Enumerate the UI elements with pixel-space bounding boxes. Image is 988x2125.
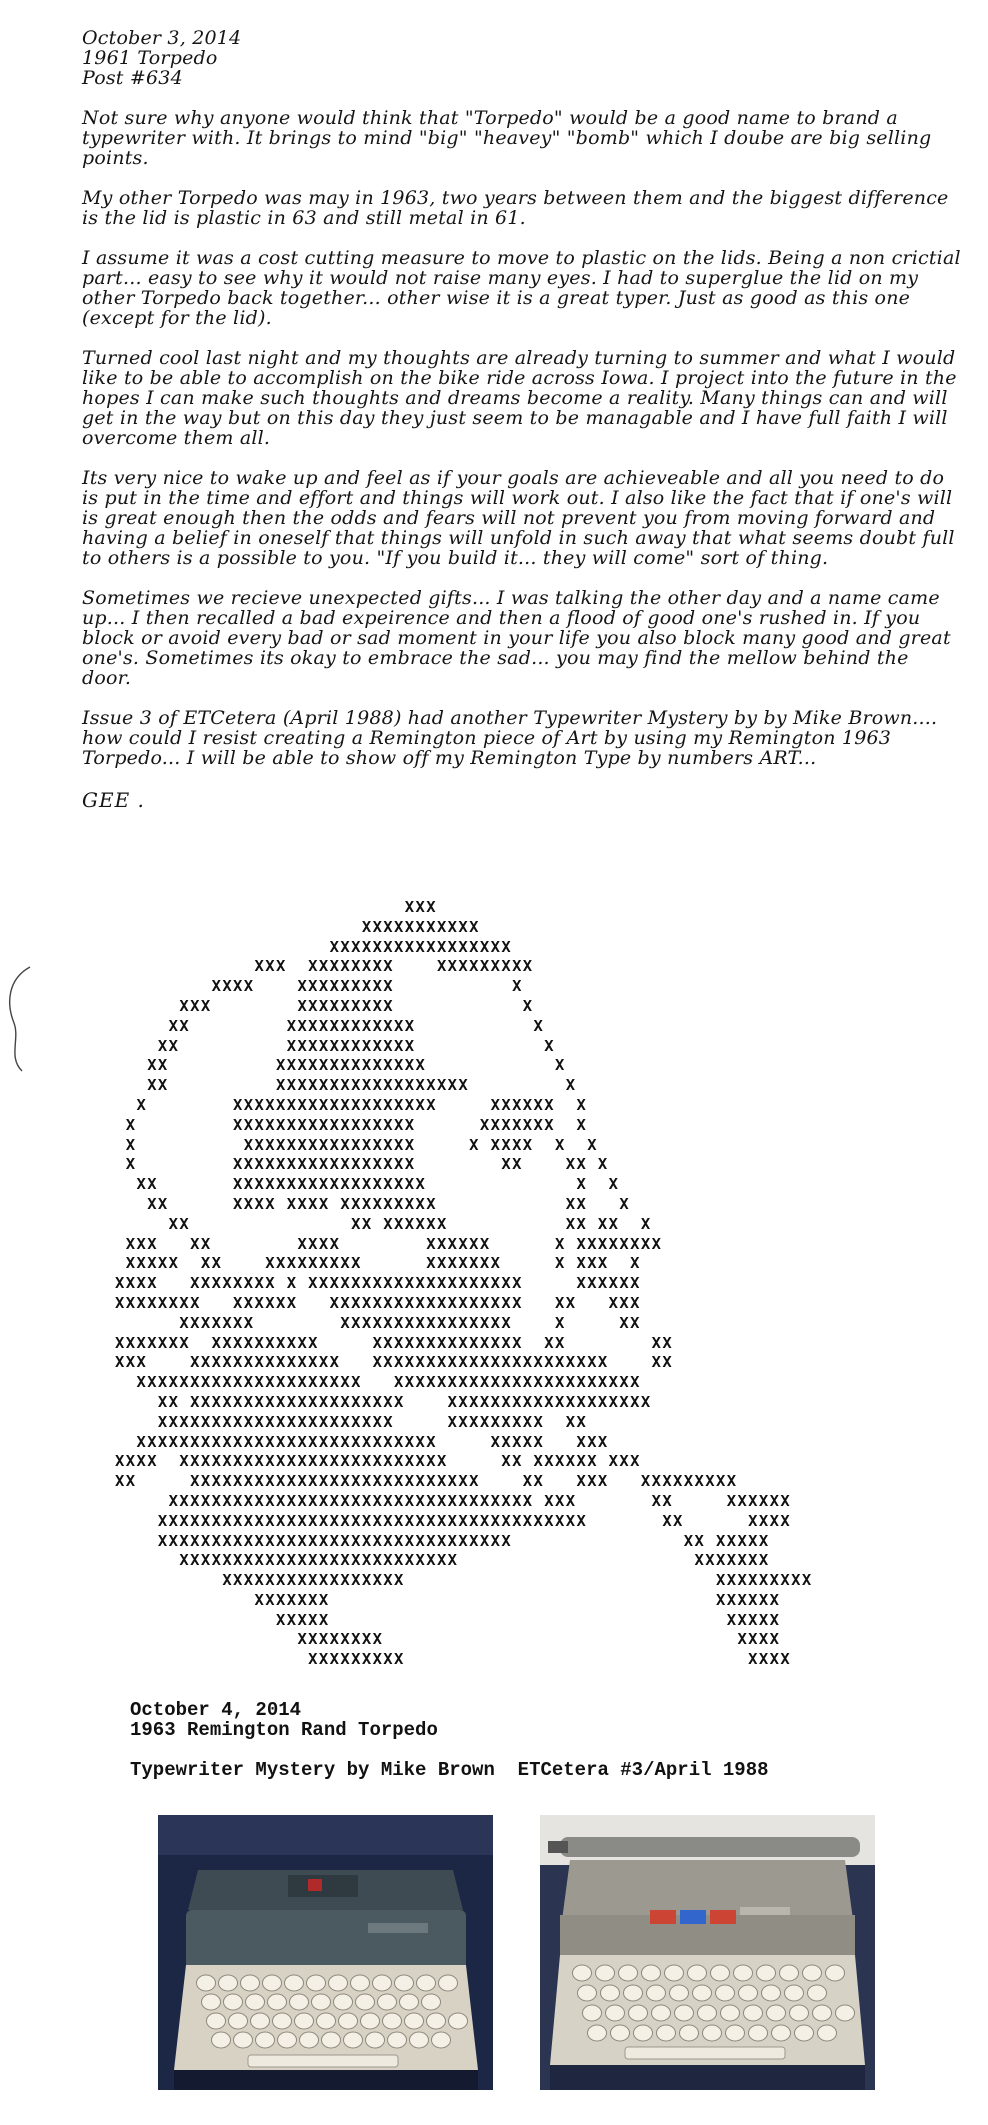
art-line: XXXX XXXXXXXX X XXXXXXXXXXXXXXXXXXXX XXXXXX [115,1274,641,1293]
key-icon [716,1985,735,2001]
art-line: XXXX XXXXXXXXX X [211,977,523,996]
typewriter-photo-left [158,1815,493,2090]
art-line: XXXXXXXX XXXX [297,1630,781,1649]
key-icon [334,1994,353,2010]
art-line: XXXXXXXXXXXXXXXXX [329,937,513,956]
key-icon [263,1975,282,1991]
key-icon [395,1975,414,1991]
key-icon [785,1985,804,2001]
key-icon [629,2005,648,2021]
art-line: XX XXXXXXXXXXXX X [157,1036,556,1055]
paragraph: Sometimes we recieve unexpected gifts... I was talking the other day and a name came up... I then recalled a bad expeirence and then a flood of good one's rushed in. If you block or avoid every bad or sad moment in your life you also block many good and great one's. Sometimes its okay to embrace the sad... you may find the mellow behind the door. [82,587,951,689]
art-line: XXXXXXXXXXXXXXXXXXXXXXXXXXXXXXXXX XX XXXXX [157,1531,770,1550]
key-icon [578,1985,597,2001]
key-icon [439,1975,458,1991]
art-line: XXX XX XXXX XXXXXX X XXXXXXXX [125,1234,663,1253]
art-line: XX XX XXXXXX XX XX X [168,1214,652,1233]
paragraph: Not sure why anyone would think that "Torpedo" would be a good name to brand a typewriter with. It brings to mind "big" "heavey" "bomb" which I doube are big selling points. [82,107,932,169]
key-icon [818,2025,837,2041]
paragraph: I assume it was a cost cutting measure to move to plastic on the lids. Being a non crictial part... easy to see why it would not raise many eyes. I had to superglue the lid on my other Torpedo back together... other wise it is a great typer. Just as good as this one (except for the lid). [82,247,961,329]
art-line: XXXXXXXXX XXXX [308,1650,792,1669]
key-icon [383,2013,402,2029]
key-icon [652,2005,671,2021]
typewriter-image [158,1815,493,2090]
key-icon [624,1985,643,2001]
key-icon [312,1994,331,2010]
paragraph: My other Torpedo was may in 1963, two years between them and the biggest difference is the lid is plastic in 63 and still metal in 61. [82,187,949,229]
key-icon [680,2025,699,2041]
key-icon [836,2005,855,2021]
art-line: XXXX XXXXXXXXXXXXXXXXXXXXXXXXX XX XXXXXX XXX [115,1452,641,1471]
key-icon [665,1965,684,1981]
art-line: XX XXXXXXXXXXXXXXXXXX X [147,1076,577,1095]
caption-date: October 4, 2014 [130,1699,302,1721]
art-line: XXX XXXXXXXX XXXXXXXXX [254,957,534,976]
key-icon [808,1985,827,2001]
art-line: XXXXXXXXXXXXXXXXXXXXXXXXXXXX XXXXX XXX [136,1432,609,1451]
art-line: XXXXXXXXXXXXXXXXXXXXXXXXXXXXXXXXXX XXX XX XXXXXX [168,1491,792,1510]
key-icon [361,2013,380,2029]
letter-machine: 1961 Torpedo [82,47,218,69]
key-icon [285,1975,304,1991]
key-icon [307,1975,326,1991]
key-icon [670,1985,689,2001]
key-icon [417,1975,436,1991]
key-icon [762,1985,781,2001]
key-icon [388,2032,407,2048]
key-icon [647,1985,666,2001]
art-line: X XXXXXXXXXXXXXXXXX XXXXXXX X [125,1115,588,1134]
key-icon [197,1975,216,1991]
key-icon [795,2025,814,2041]
art-line: XX XXXX XXXX XXXXXXXXX XX X [147,1194,631,1213]
letter-post-number: Post #634 [82,67,183,89]
art-line: XXX XXXXXXXXXXXXXX XXXXXXXXXXXXXXXXXXXXXX XX [115,1353,674,1372]
key-icon [634,2025,653,2041]
key-icon [573,1965,592,1981]
key-icon [611,2025,630,2041]
key-icon [378,1994,397,2010]
key-icon [256,2032,275,2048]
key-icon [295,2013,314,2029]
scribble-mark [0,965,40,1075]
art-line: XX XXXXXXXXXXXX X [168,1016,545,1035]
key-icon [317,2013,336,2029]
art-line: XXXXXXXX XXXXXX XXXXXXXXXXXXXXXXXX XX XXX [115,1293,641,1312]
key-icon [619,1965,638,1981]
key-icon [726,2025,745,2041]
paragraph: Turned cool last night and my thoughts are already turning to summer and what I would like to be able to accomplish on the bike ride across Iowa. I project into the future in the hopes I can make such thoughts and dreams become a reality. Many things can and will get in the way but on this day they just seem to be managable and I have full faith I will overcome them all. [82,347,957,449]
key-icon [642,1965,661,1981]
key-icon [268,1994,287,2010]
key-icon [734,1965,753,1981]
key-icon [405,2013,424,2029]
key-icon [583,2005,602,2021]
caption-machine: 1963 Remington Rand Torpedo [130,1719,438,1741]
key-icon [219,1975,238,1991]
key-icon [246,1994,265,2010]
key-icon [290,1994,309,2010]
art-line: XXX [404,898,437,916]
key-icon [432,2032,451,2048]
signature: GEE . [82,788,145,812]
key-icon [229,2013,248,2029]
key-icon [202,1994,221,2010]
key-icon [356,1994,375,2010]
typewriter-art [115,898,915,1670]
key-icon [757,1965,776,1981]
key-icon [688,1965,707,1981]
letter-date: October 3, 2014 [82,27,242,49]
typewriter-photo-right [540,1815,875,2090]
key-icon [790,2005,809,2021]
key-icon [601,1985,620,2001]
art-line: XXXXXXX XXXXXXXXXXXXXXXX X XX [179,1313,641,1332]
key-icon [351,1975,370,1991]
art-line: X XXXXXXXXXXXXXXXXXXX XXXXXX X [136,1095,588,1114]
art-line: XXXXXXXXXXXXXXXXX XXXXXXXXX [222,1571,813,1590]
key-icon [273,2013,292,2029]
key-icon [366,2032,385,2048]
key-icon [749,2025,768,2041]
art-line: XXXXXXX XXXXXX [254,1590,781,1609]
art-line: X XXXXXXXXXXXXXXXX X XXXX X X [125,1135,598,1154]
key-icon [693,1985,712,2001]
key-icon [422,1994,441,2010]
art-line: XXXXXXXXXXXXXXXXXXXXXX XXXXXXXXX XX [157,1412,588,1431]
key-icon [449,2013,468,2029]
art-line: XXXXXXXXXXXXXXXXXXXXX XXXXXXXXXXXXXXXXXXXXXXX [136,1373,641,1392]
key-icon [606,2005,625,2021]
key-icon [251,2013,270,2029]
art-line: XX XXXXXXXXXXXXXXXXXXXXXXXXXXX XX XXX XXXXXXXXX [115,1472,738,1491]
key-icon [703,2025,722,2041]
key-icon [224,1994,243,2010]
key-icon [207,2013,226,2029]
art-line: XXXXX XX XXXXXXXXX XXXXXXX X XXX X [125,1254,641,1273]
art-line: XXX XXXXXXXXX X [179,996,534,1015]
key-icon [322,2032,341,2048]
key-icon [767,2005,786,2021]
caption-block [130,1700,769,1780]
key-icon [772,2025,791,2041]
art-line: XXXXXXXXXXXXXXXXXXXXXXXXXXXXXXXXXXXXXXXX XX XXXX [157,1511,792,1530]
typewriter-image [540,1815,875,2090]
key-icon [427,2013,446,2029]
key-icon [698,2005,717,2021]
key-icon [813,2005,832,2021]
paragraph: Its very nice to wake up and feel as if your goals are achieveable and all you need to do is put in the time and effort and things will work out. I also like the fact that if one's will is great enough then the odds and fears will not prevent you from moving forward and having a belief in oneself that things will unfold in such away that what seems doubt full to others is a possible to you. "If you build it... they will come" sort of thing. [82,467,955,569]
key-icon [212,2032,231,2048]
key-icon [826,1965,845,1981]
key-icon [711,1965,730,1981]
art-line: XXXXX XXXXX [275,1610,781,1629]
art-line: X XXXXXXXXXXXXXXXXX XX XX X [125,1155,609,1174]
key-icon [744,2005,763,2021]
key-icon [657,2025,676,2041]
key-icon [739,1985,758,2001]
key-icon [300,2032,319,2048]
key-icon [780,1965,799,1981]
key-icon [373,1975,392,1991]
caption-title: Typewriter Mystery by Mike Brown ETCetera #3/April 1988 [130,1759,769,1781]
typed-letter [82,28,962,810]
key-icon [234,2032,253,2048]
key-icon [410,2032,429,2048]
key-icon [588,2025,607,2041]
key-icon [241,1975,260,1991]
key-icon [278,2032,297,2048]
art-line: XXXXXXX XXXXXXXXXX XXXXXXXXXXXXXX XX XX [115,1333,674,1352]
art-line: XX XXXXXXXXXXXXXXXXXX X X [136,1175,620,1194]
key-icon [339,2013,358,2029]
paragraph: Issue 3 of ETCetera (April 1988) had another Typewriter Mystery by by Mike Brown.... how could I resist creating a Remington piece of Art by using my Remington 1963 Torpedo... I will be able to show off my Remington Type by numbers ART... [82,707,938,769]
key-icon [721,2005,740,2021]
key-icon [329,1975,348,1991]
art-line: XXXXXXXXXXX [361,917,480,936]
art-line: XXXXXXXXXXXXXXXXXXXXXXXXXX XXXXXXX [179,1551,770,1570]
key-icon [803,1965,822,1981]
art-line: XX XXXXXXXXXXXXXX X [147,1056,566,1075]
key-icon [596,1965,615,1981]
art-line: XX XXXXXXXXXXXXXXXXXXXX XXXXXXXXXXXXXXXXXXX [157,1392,652,1411]
key-icon [400,1994,419,2010]
key-icon [675,2005,694,2021]
key-icon [344,2032,363,2048]
